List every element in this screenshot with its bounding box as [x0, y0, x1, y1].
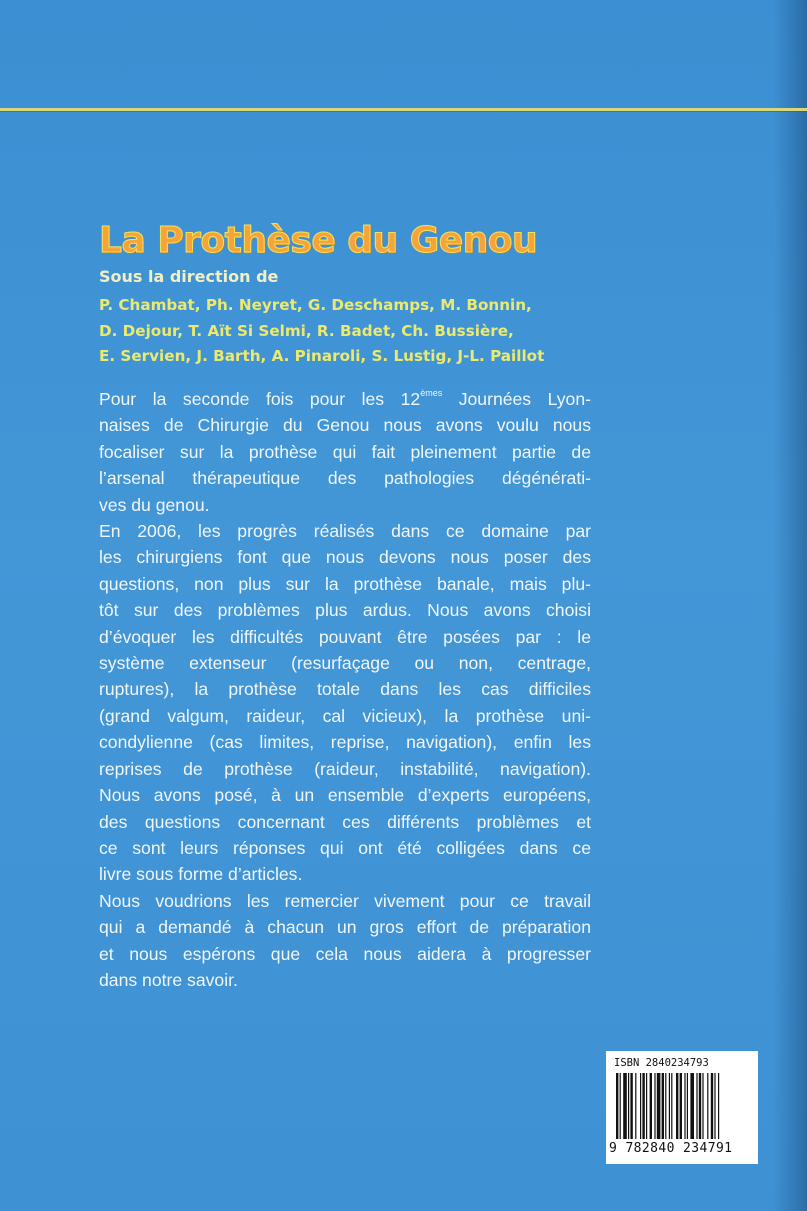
summary-line: condylienne (cas limites, reprise, navigation), enfin les [99, 732, 591, 753]
barcode-bar [640, 1073, 641, 1139]
authors-line: P. Chambat, Ph. Neyret, G. Deschamps, M. Bonnin, [99, 296, 532, 314]
barcode-bar [630, 1073, 632, 1139]
authors-line: D. Dejour, T. Aït Si Selmi, R. Badet, Ch. Bussière, [99, 321, 514, 340]
barcode-bar [628, 1073, 629, 1139]
summary-line [99, 386, 591, 412]
direction-label: Sous la direction de [99, 267, 279, 286]
barcode-bar [665, 1073, 666, 1139]
barcode-bar [684, 1073, 685, 1139]
barcode-label [606, 1051, 758, 1164]
summary-line: reprises de prothèse (raideur, instabilité, navigation). [99, 758, 591, 779]
barcode-bar [671, 1073, 672, 1139]
spine-shadow [773, 0, 807, 1211]
summary-text [99, 386, 591, 993]
barcode-bar [642, 1073, 644, 1139]
summary-line-end: Journées Lyon- [442, 389, 591, 409]
barcode-bar [699, 1073, 701, 1139]
summary-line: d’évoquer les difficultés pouvant être posées par : le [99, 626, 591, 647]
barcode-bar [620, 1073, 621, 1139]
summary-line: dans notre savoir. [99, 969, 238, 990]
summary-line: système extenseur (resurfaçage ou non, centrage, [99, 653, 591, 674]
barcode-icon [616, 1073, 750, 1139]
summary-line-start: Pour la seconde fois pour les 12 [99, 389, 421, 409]
book-title: La Prothèse du Genou [99, 220, 538, 261]
summary-line: ruptures), la prothèse totale dans les cas difficiles [99, 679, 591, 700]
barcode-bar [690, 1073, 694, 1139]
summary-line: (grand valgum, raideur, cal vicieux), la prothèse uni- [99, 705, 591, 726]
ordinal-superscript: èmes [420, 388, 443, 398]
summary-line: En 2006, les progrès réalisés dans ce domaine par [99, 521, 591, 542]
summary-line: livre sous forme d’articles. [99, 864, 303, 885]
barcode-bar [718, 1073, 719, 1139]
ean-number: 9 782840 234791 [609, 1141, 733, 1156]
summary-line: Nous avons posé, à un ensemble d’experts européens, [99, 785, 591, 806]
summary-line: ce sont leurs réponses qui ont été colligées dans ce [99, 837, 591, 858]
authors-list [99, 293, 559, 370]
barcode-bar [635, 1073, 636, 1139]
barcode-bar [707, 1073, 708, 1139]
barcode-bar [711, 1073, 713, 1139]
barcode-bar [650, 1073, 652, 1139]
barcode-bar [696, 1073, 697, 1139]
summary-line: naises de Chirurgie du Genou nous avons voulu nous [99, 415, 591, 436]
authors-line: E. Servien, J. Barth, A. Pinaroli, S. Lustig, J-L. Paillot [99, 347, 545, 365]
summary-line: Nous voudrions les remercier vivement pour ce travail [99, 890, 591, 911]
summary-line: et nous espérons que cela nous aidera à progresser [99, 943, 591, 964]
barcode-bar [680, 1073, 682, 1139]
summary-line: focaliser sur la prothèse qui fait pleinement partie de [99, 441, 591, 462]
summary-line: ves du genou. [99, 494, 210, 515]
isbn-number: ISBN 2840234793 [614, 1057, 709, 1069]
barcode-bar [687, 1073, 688, 1139]
summary-line: tôt sur des problèmes plus ardus. Nous avons choisi [99, 600, 591, 621]
summary-line: les chirurgiens font que nous devons nous poser des [99, 547, 591, 568]
barcode-bar [654, 1073, 655, 1139]
top-rule [0, 108, 807, 111]
barcode-bar [646, 1073, 647, 1139]
barcode-bar [702, 1073, 703, 1139]
barcode-bar [662, 1073, 664, 1139]
summary-line: des questions concernant ces différents problèmes et [99, 811, 591, 832]
barcode-bar [669, 1073, 670, 1139]
barcode-bar [623, 1073, 627, 1139]
barcode-bar [676, 1073, 678, 1139]
barcode-bar [657, 1073, 661, 1139]
barcode-bar [616, 1073, 618, 1139]
summary-line: qui a demandé à chacun un gros effort de préparation [99, 917, 591, 938]
summary-line: questions, non plus sur la prothèse banale, mais plu- [99, 573, 591, 594]
barcode-bar [714, 1073, 715, 1139]
summary-line: l’arsenal thérapeutique des pathologies dégénérati- [99, 468, 591, 489]
